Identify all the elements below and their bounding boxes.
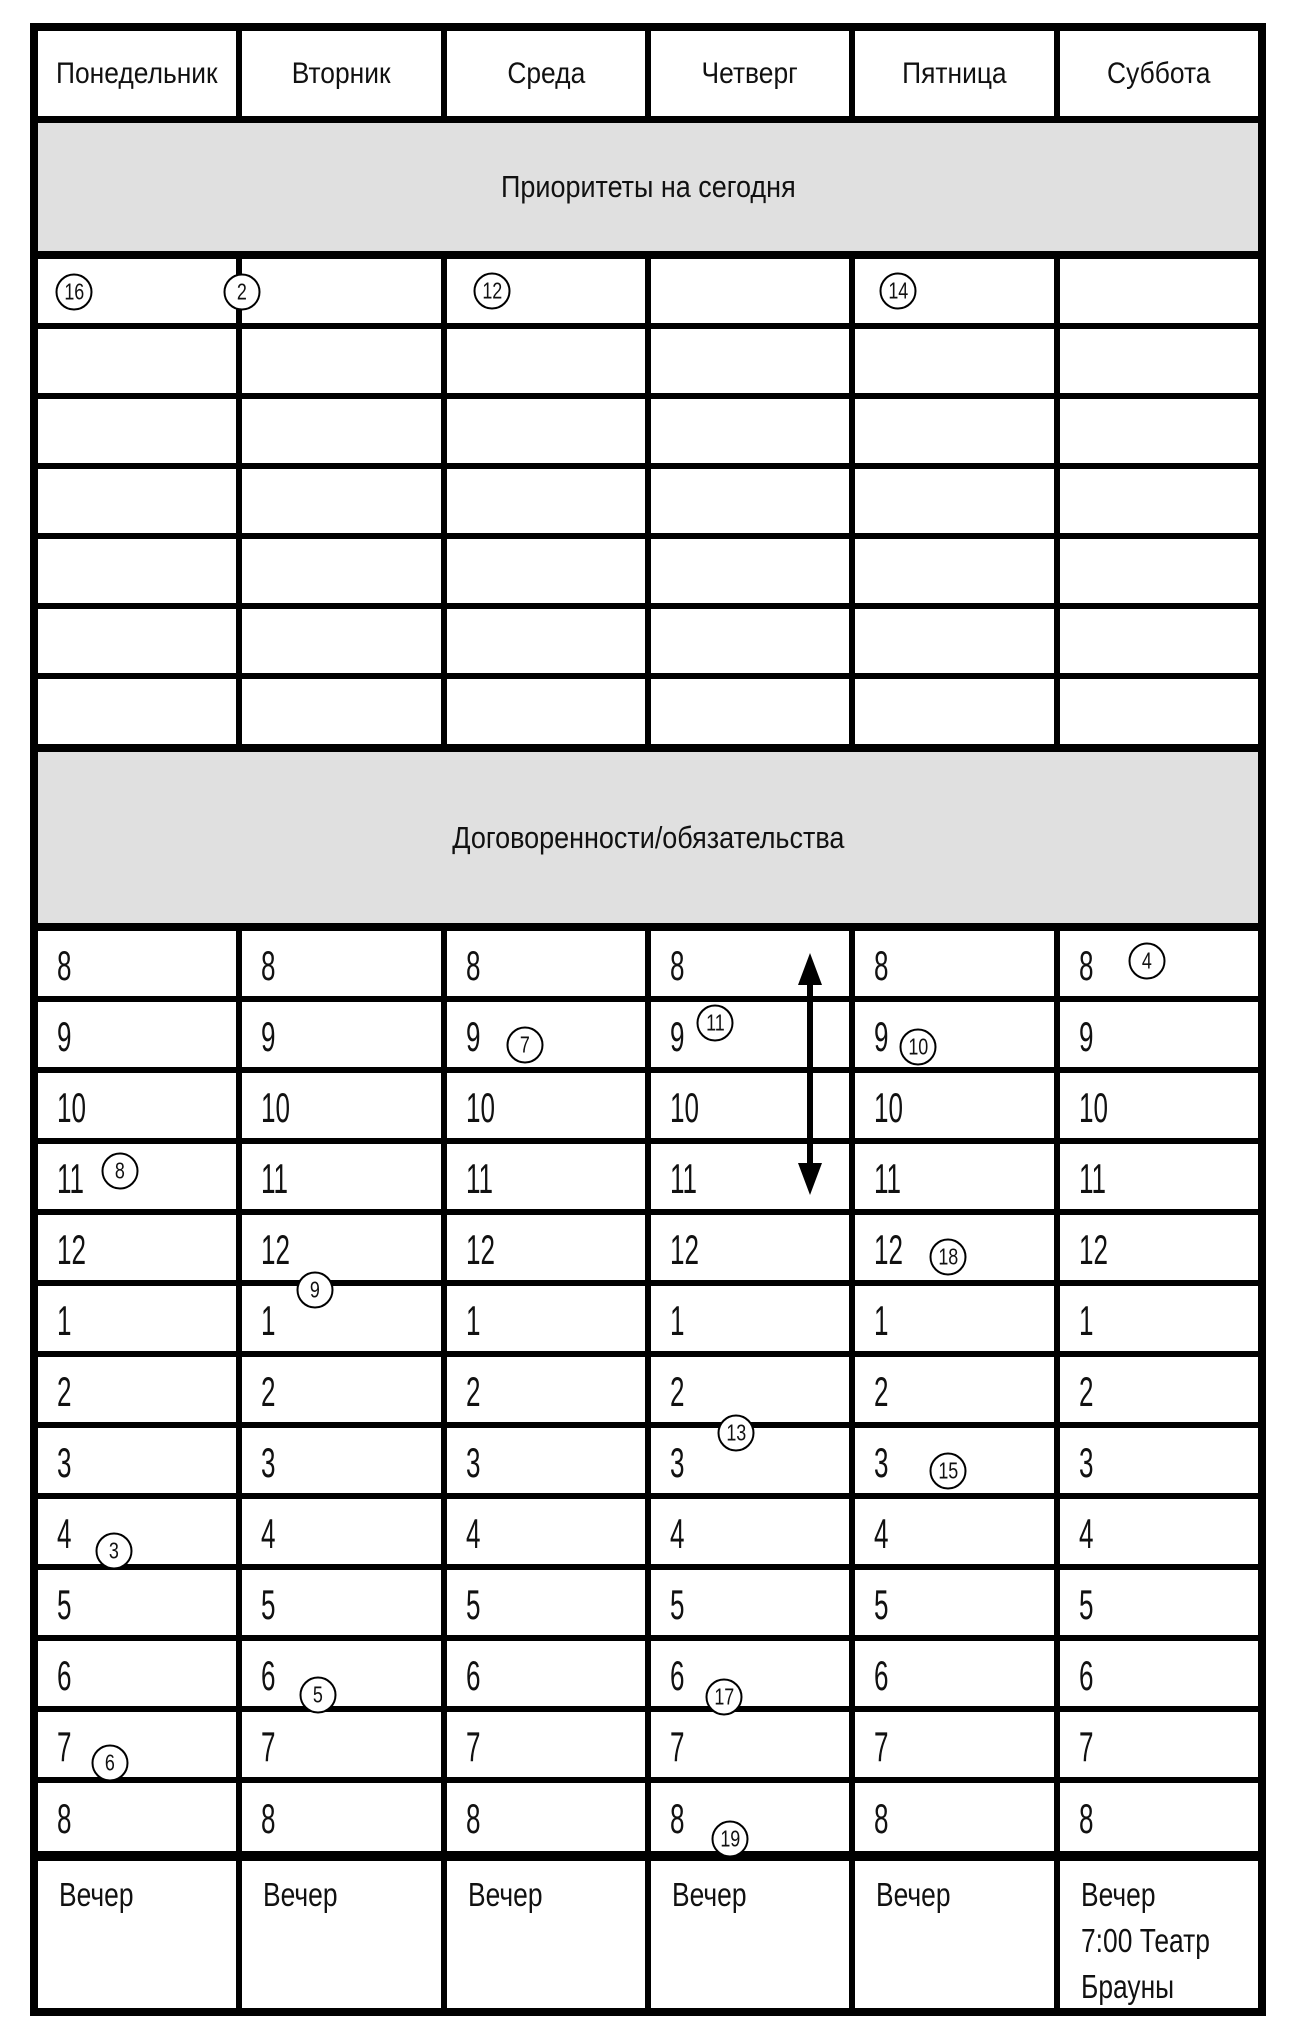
hour-row (38, 1002, 1258, 1073)
hour-cell (38, 931, 242, 996)
priority-cell (1060, 259, 1258, 323)
circled-number-label: 11 (705, 1009, 725, 1036)
priority-cell (651, 679, 855, 744)
priority-cell (242, 539, 446, 603)
evening-row (38, 1861, 1258, 2008)
day-header-label: Среда (506, 56, 585, 90)
hour-label: 7 (669, 1722, 685, 1770)
priority-cell (1060, 469, 1258, 533)
priorities-band (38, 123, 1258, 259)
evening-note-text: Вечер (1080, 1876, 1156, 1913)
hour-row (38, 1286, 1258, 1357)
hour-cell (651, 1144, 855, 1209)
circled-number-label: 2 (237, 278, 247, 305)
hour-cell (447, 931, 651, 996)
priority-cell (447, 539, 651, 603)
hour-label: 12 (669, 1225, 699, 1273)
hour-cell (1060, 1641, 1258, 1706)
hour-cell (242, 1570, 446, 1635)
evening-note-line (468, 1875, 645, 1921)
hour-label: 6 (57, 1651, 72, 1699)
hour-label: 12 (1078, 1225, 1108, 1273)
hour-label: 3 (465, 1438, 481, 1486)
hour-label: 1 (261, 1296, 276, 1344)
hour-cell (447, 1357, 651, 1422)
hour-label: 2 (669, 1367, 685, 1415)
hour-cell (1060, 1357, 1258, 1422)
hour-row (38, 1073, 1258, 1144)
hour-label: 9 (261, 1012, 276, 1060)
circled-number-label: 19 (720, 1825, 740, 1852)
hour-label: 6 (465, 1651, 481, 1699)
hour-label: 2 (261, 1367, 276, 1415)
day-header-label: Суббота (1107, 56, 1211, 90)
hour-cell (242, 1073, 446, 1138)
hour-label: 2 (57, 1367, 72, 1415)
hour-cell (38, 1286, 242, 1351)
circled-number-label: 7 (520, 1031, 530, 1058)
priorities-row (38, 539, 1258, 609)
schedule-grid (38, 931, 1258, 1861)
priority-cell (242, 679, 446, 744)
hour-cell (242, 1712, 446, 1777)
hour-label: 9 (1078, 1012, 1094, 1060)
hour-label: 10 (669, 1083, 699, 1131)
hour-label: 8 (261, 1795, 276, 1842)
hour-cell (242, 1783, 446, 1851)
day-header-cell (447, 31, 651, 116)
hour-row (38, 1144, 1258, 1215)
hour-cell (855, 1144, 1059, 1209)
priority-cell (447, 609, 651, 673)
hour-label: 8 (1078, 941, 1094, 989)
hour-label: 12 (57, 1225, 86, 1273)
hour-cell (1060, 1073, 1258, 1138)
hour-label: 8 (57, 941, 72, 989)
priority-cell (855, 679, 1059, 744)
hour-label: 8 (1078, 1795, 1094, 1842)
hour-label: 7 (261, 1722, 276, 1770)
hour-cell (447, 1428, 651, 1493)
hour-cell (651, 1002, 855, 1067)
hour-cell (651, 1783, 855, 1851)
hour-label: 5 (1078, 1580, 1094, 1628)
evening-note-line (1081, 1921, 1258, 1967)
priority-cell (855, 329, 1059, 393)
hour-cell (242, 1215, 446, 1280)
hour-label: 8 (669, 1795, 685, 1842)
hour-label: 5 (261, 1580, 276, 1628)
priority-cell (1060, 609, 1258, 673)
evening-note-line (672, 1875, 849, 1921)
hour-label: 11 (1078, 1154, 1106, 1202)
evening-cell (38, 1861, 242, 2008)
hour-label: 3 (57, 1438, 72, 1486)
evening-note-text: Вечер (59, 1876, 134, 1913)
priority-cell (1060, 539, 1258, 603)
day-header-cell (1060, 31, 1258, 116)
hour-label: 7 (1078, 1722, 1094, 1770)
hour-cell (1060, 931, 1258, 996)
priority-cell (38, 259, 242, 323)
evening-cell (242, 1861, 446, 2008)
hour-cell (651, 1357, 855, 1422)
hour-label: 3 (669, 1438, 685, 1486)
hour-cell (855, 1428, 1059, 1493)
hour-cell (651, 1428, 855, 1493)
hour-label: 10 (874, 1083, 904, 1131)
circled-number-label: 18 (938, 1243, 958, 1270)
hour-label: 6 (1078, 1651, 1094, 1699)
hour-cell (1060, 1215, 1258, 1280)
priority-cell (651, 609, 855, 673)
hour-cell (447, 1144, 651, 1209)
hour-cell (38, 1641, 242, 1706)
priorities-row (38, 609, 1258, 679)
hour-label: 9 (669, 1012, 685, 1060)
circled-number-label: 10 (908, 1033, 928, 1060)
hour-label: 1 (465, 1296, 481, 1344)
priorities-row (38, 679, 1258, 752)
evening-note-line (59, 1875, 236, 1921)
circled-number-label: 14 (888, 277, 908, 304)
circled-number-label: 17 (714, 1683, 734, 1710)
hour-label: 3 (874, 1438, 889, 1486)
hour-label: 3 (1078, 1438, 1094, 1486)
hour-label: 10 (1078, 1083, 1108, 1131)
hour-cell (38, 1002, 242, 1067)
hour-label: 10 (261, 1083, 291, 1131)
priority-cell (38, 539, 242, 603)
day-header-label: Четверг (702, 56, 799, 90)
hour-label: 11 (465, 1154, 493, 1202)
hour-label: 8 (261, 941, 276, 989)
priority-cell (651, 399, 855, 463)
hour-label: 9 (874, 1012, 889, 1060)
priority-cell (38, 399, 242, 463)
priority-cell (855, 609, 1059, 673)
hour-row (38, 1570, 1258, 1641)
circled-number-label: 13 (726, 1419, 746, 1446)
hour-cell (1060, 1002, 1258, 1067)
hour-label: 4 (465, 1509, 481, 1557)
circled-number-label: 9 (310, 1276, 320, 1303)
hour-label: 1 (1078, 1296, 1094, 1344)
hour-label: 8 (465, 1795, 481, 1842)
hour-cell (651, 1570, 855, 1635)
priority-cell (38, 679, 242, 744)
evening-note-text: 7:00 Театр (1080, 1922, 1210, 1959)
priority-cell (651, 329, 855, 393)
hour-cell (855, 1783, 1059, 1851)
priorities-band-title: Приоритеты на сегодня (500, 169, 796, 204)
evening-note-line (876, 1875, 1053, 1921)
hour-label: 8 (669, 941, 685, 989)
hour-row (38, 931, 1258, 1002)
hour-cell (447, 1002, 651, 1067)
hour-label: 2 (465, 1367, 481, 1415)
day-header-label: Пятница (902, 56, 1007, 90)
hour-cell (38, 1570, 242, 1635)
priority-cell (447, 679, 651, 744)
evening-note-text: Вечер (671, 1876, 747, 1913)
hour-label: 2 (874, 1367, 889, 1415)
hour-cell (1060, 1428, 1258, 1493)
hour-cell (38, 1144, 242, 1209)
hour-row (38, 1641, 1258, 1712)
priority-cell (38, 609, 242, 673)
priority-cell (242, 329, 446, 393)
hour-label: 12 (465, 1225, 495, 1273)
hour-cell (651, 1215, 855, 1280)
priorities-row (38, 469, 1258, 539)
hour-cell (242, 1286, 446, 1351)
hour-cell (447, 1073, 651, 1138)
hour-cell (38, 1428, 242, 1493)
hour-label: 4 (57, 1509, 72, 1557)
day-header-label: Вторник (292, 56, 391, 90)
priority-cell (447, 469, 651, 533)
hour-cell (855, 1712, 1059, 1777)
hour-label: 8 (465, 941, 481, 989)
hour-cell (855, 1215, 1059, 1280)
evening-cell (855, 1861, 1059, 2008)
hour-row (38, 1428, 1258, 1499)
priority-cell (1060, 329, 1258, 393)
hour-cell (38, 1499, 242, 1564)
circled-number-label: 15 (938, 1457, 958, 1484)
hour-cell (651, 1641, 855, 1706)
hour-label: 11 (874, 1154, 902, 1202)
hour-cell (242, 1499, 446, 1564)
evening-note-line (1081, 1875, 1258, 1921)
hour-cell (1060, 1499, 1258, 1564)
hour-cell (447, 1499, 651, 1564)
day-header-row (38, 31, 1258, 123)
hour-label: 2 (1078, 1367, 1094, 1415)
circled-number-label: 5 (313, 1681, 323, 1708)
priority-cell (38, 469, 242, 533)
hour-label: 7 (874, 1722, 889, 1770)
hour-label: 4 (669, 1509, 685, 1557)
hour-cell (38, 1215, 242, 1280)
evening-note-text: Вечер (263, 1876, 338, 1913)
hour-cell (855, 1073, 1059, 1138)
circled-number-label: 8 (115, 1157, 125, 1184)
evening-note-text: Вечер (467, 1876, 543, 1913)
hour-label: 11 (669, 1154, 698, 1202)
evening-cell (1060, 1861, 1258, 2008)
hour-cell (242, 1641, 446, 1706)
evening-note-line (1081, 1967, 1258, 2013)
hour-label: 10 (465, 1083, 495, 1131)
hour-label: 5 (57, 1580, 72, 1628)
hour-label: 4 (874, 1509, 889, 1557)
hour-cell (447, 1641, 651, 1706)
weekly-planner-table (30, 23, 1266, 2016)
hour-cell (1060, 1144, 1258, 1209)
hour-label: 4 (1078, 1509, 1094, 1557)
hour-cell (242, 931, 446, 996)
hour-label: 12 (874, 1225, 904, 1273)
commitments-band-title: Договоренности/обязательства (451, 819, 845, 855)
circled-number-label: 12 (482, 277, 502, 304)
priorities-row (38, 329, 1258, 399)
hour-label: 6 (261, 1651, 276, 1699)
hour-label: 6 (669, 1651, 685, 1699)
hour-cell (1060, 1286, 1258, 1351)
commitments-band (38, 752, 1258, 931)
priority-cell (447, 259, 651, 323)
day-header-cell (855, 31, 1059, 116)
priority-cell (1060, 679, 1258, 744)
priorities-row (38, 399, 1258, 469)
hour-cell (447, 1286, 651, 1351)
hour-cell (38, 1357, 242, 1422)
hour-cell (242, 1357, 446, 1422)
hour-label: 12 (261, 1225, 291, 1273)
hour-cell (855, 1641, 1059, 1706)
hour-cell (855, 1002, 1059, 1067)
priority-cell (855, 539, 1059, 603)
hour-cell (447, 1783, 651, 1851)
priority-cell (651, 539, 855, 603)
hour-cell (242, 1428, 446, 1493)
hour-label: 11 (261, 1154, 289, 1202)
day-header-cell (242, 31, 446, 116)
hour-cell (242, 1144, 446, 1209)
hour-label: 4 (261, 1509, 276, 1557)
hour-label: 8 (874, 941, 889, 989)
hour-label: 8 (57, 1795, 72, 1842)
priority-cell (651, 259, 855, 323)
hour-cell (855, 1286, 1059, 1351)
hour-label: 9 (57, 1012, 72, 1060)
hour-cell (38, 1073, 242, 1138)
hour-cell (855, 1570, 1059, 1635)
circled-number-label: 6 (105, 1749, 115, 1776)
circled-number-label: 3 (109, 1537, 119, 1564)
circled-number-label: 4 (1142, 947, 1152, 974)
hour-cell (651, 1073, 855, 1138)
hour-row (38, 1357, 1258, 1428)
hour-label: 1 (57, 1296, 72, 1344)
priority-cell (651, 469, 855, 533)
hour-cell (38, 1712, 242, 1777)
hour-cell (855, 1357, 1059, 1422)
hour-label: 7 (465, 1722, 481, 1770)
hour-cell (651, 931, 855, 996)
priority-cell (38, 329, 242, 393)
evening-note-text: Вечер (876, 1876, 951, 1913)
hour-cell (855, 931, 1059, 996)
hour-row (38, 1783, 1258, 1861)
hour-cell (447, 1570, 651, 1635)
hour-cell (447, 1215, 651, 1280)
hour-row (38, 1712, 1258, 1783)
hour-label: 10 (57, 1083, 86, 1131)
hour-row (38, 1215, 1258, 1286)
evening-note-text: Брауны (1080, 1968, 1174, 2005)
hour-label: 8 (874, 1795, 889, 1842)
day-header-cell (38, 31, 242, 116)
day-header-label: Понедельник (56, 56, 218, 90)
evening-cell (447, 1861, 651, 2008)
hour-label: 1 (874, 1296, 889, 1344)
hour-row (38, 1499, 1258, 1570)
hour-label: 5 (669, 1580, 685, 1628)
hour-cell (855, 1499, 1059, 1564)
priority-cell (855, 469, 1059, 533)
priorities-grid (38, 259, 1258, 752)
hour-cell (651, 1286, 855, 1351)
priority-cell (1060, 399, 1258, 463)
hour-cell (651, 1499, 855, 1564)
hour-cell (1060, 1783, 1258, 1851)
priority-cell (242, 609, 446, 673)
hour-label: 5 (874, 1580, 889, 1628)
hour-cell (1060, 1712, 1258, 1777)
evening-cell (651, 1861, 855, 2008)
hour-label: 3 (261, 1438, 276, 1486)
priority-cell (242, 469, 446, 533)
priority-cell (855, 399, 1059, 463)
priorities-row (38, 259, 1258, 329)
priority-cell (242, 259, 446, 323)
priority-cell (447, 329, 651, 393)
hour-label: 9 (465, 1012, 481, 1060)
priority-cell (855, 259, 1059, 323)
hour-cell (651, 1712, 855, 1777)
evening-note-line (263, 1875, 440, 1921)
hour-cell (38, 1783, 242, 1851)
hour-cell (447, 1712, 651, 1777)
priority-cell (447, 399, 651, 463)
day-header-cell (651, 31, 855, 116)
hour-cell (242, 1002, 446, 1067)
hour-label: 7 (57, 1722, 72, 1770)
hour-label: 5 (465, 1580, 481, 1628)
hour-cell (1060, 1570, 1258, 1635)
hour-label: 1 (669, 1296, 685, 1344)
circled-number-label: 16 (64, 278, 84, 305)
hour-label: 11 (57, 1154, 85, 1202)
priority-cell (242, 399, 446, 463)
hour-label: 6 (874, 1651, 889, 1699)
